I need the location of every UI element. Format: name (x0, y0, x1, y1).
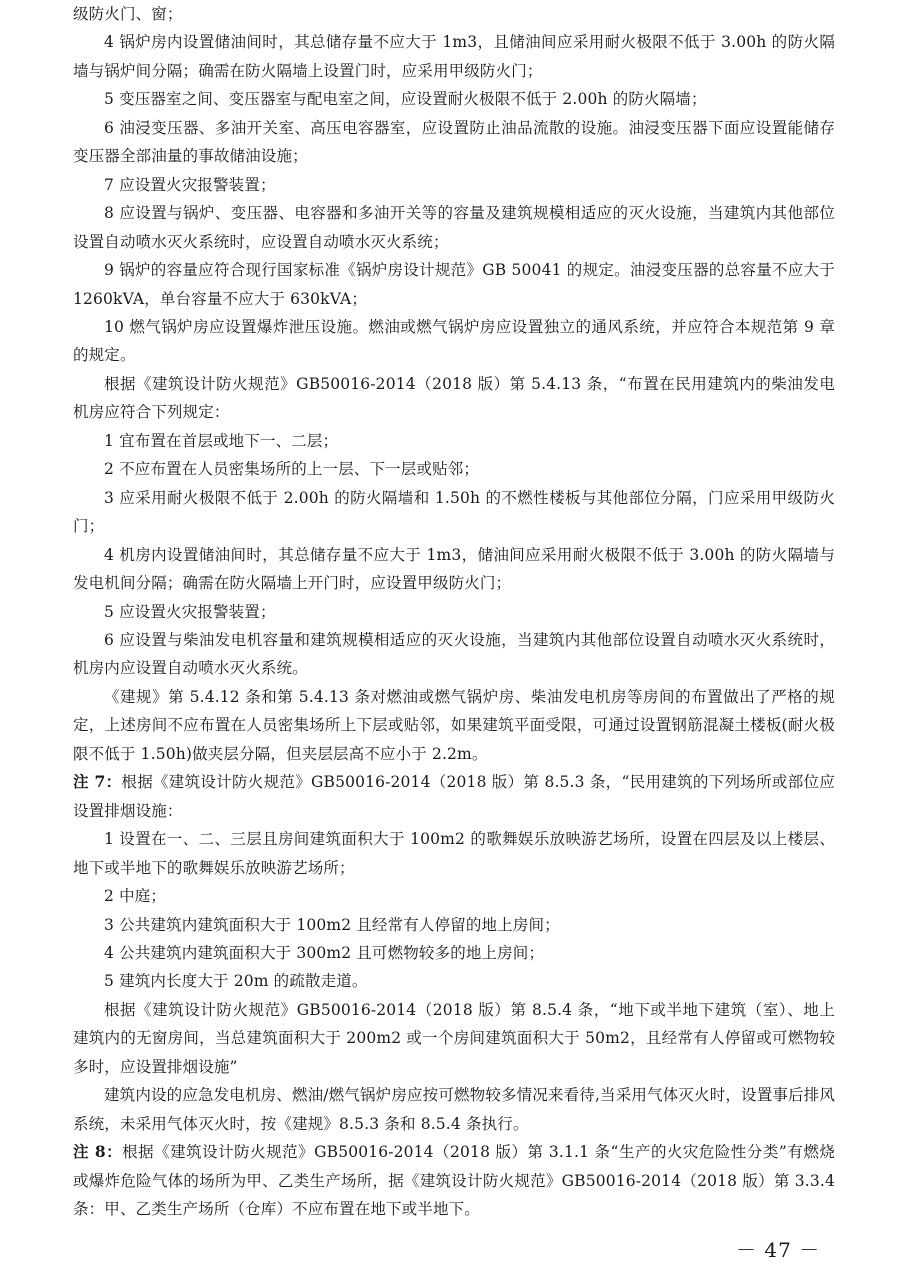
paragraph-text: 1 宜布置在首层或地下一、二层； (104, 431, 339, 450)
note-paragraph (73, 768, 835, 825)
body-paragraph (73, 683, 835, 768)
body-paragraph (73, 171, 835, 199)
body-paragraph (73, 598, 835, 626)
paragraph-text: 5 应设置火灾报警装置； (104, 602, 276, 621)
paragraph-text: 9 锅炉的容量应符合现行国家标准《锅炉房设计规范》GB 50041 的规定。油浸变压器的总容量不应大于 1260kVA，单台容量不应大于 630kVA； (73, 261, 835, 308)
paragraph-text: 级防火门、窗； (73, 5, 183, 23)
paragraph-text: 3 应采用耐火极限不低于 2.00h 的防火隔墙和 1.50h 的不燃性楼板与其他部位分隔，门应采用甲级防火门； (73, 488, 835, 536)
body-paragraph (73, 0, 835, 28)
paragraph-text: 4 锅炉房内设置储油间时，其总储存量不应大于 1m3，且储油间应采用耐火极限不低于 3.00h 的防火隔墙与锅炉间分隔；确需在防火隔墙上设置门时，应采用甲级防火门； (73, 33, 835, 80)
paragraph-text: 7 应设置火灾报警装置； (104, 175, 276, 194)
note-label: 注 7： (73, 772, 122, 792)
body-paragraph (73, 427, 835, 455)
body-paragraph (73, 199, 835, 256)
body-paragraph (73, 996, 835, 1081)
paragraph-text: 根据《建筑设计防火规范》GB50016-2014（2018 版）第 8.5.3 条，“民用建筑的下列场所或部位应设置排烟设施： (73, 773, 835, 820)
paragraph-text: 根据《建筑设计防火规范》GB50016-2014（2018 版）第 3.1.1 条“生产的火灾危险性分类”有燃烧或爆炸危险气体的场所为甲、乙类生产场所，据《建筑设计防火规范》GB50016-2014（2018 版）第 3.3.4 条：甲、乙类生产场所（仓库）不应布置在地下或半地下。 (73, 1143, 835, 1219)
paragraph-text: 4 机房内设置储油间时，其总储存量不应大于 1m3，储油间应采用耐火极限不低于 3.00h 的防火隔墙与发电机间分隔；确需在防火隔墙上开门时，应设置甲级防火门； (73, 545, 835, 593)
body-paragraph (73, 1081, 835, 1138)
body-paragraph (73, 967, 835, 995)
body-paragraph (73, 882, 835, 910)
paragraph-text: 1 设置在一、二、三层且房间建筑面积大于 100m2 的歌舞娱乐放映游艺场所，设置在四层及以上楼层、地下或半地下的歌舞娱乐放映游艺场所； (73, 830, 835, 877)
paragraph-text: 3 公共建筑内建筑面积大于 100m2 且经常有人停留的地上房间； (104, 915, 560, 934)
note-label: 注 8： (73, 1142, 123, 1162)
paragraph-text: 6 应设置与柴油发电机容量和建筑规模相适应的灭火设施，当建筑内其他部位设置自动喷水灭火系统时，机房内应设置自动喷水灭火系统。 (73, 630, 835, 678)
paragraph-text: 5 建筑内长度大于 20m 的疏散走道。 (104, 972, 368, 991)
paragraph-text: 2 不应布置在人员密集场所的上一层、下一层或贴邻； (104, 460, 480, 479)
page-number: － 47 － (736, 1238, 821, 1262)
body-paragraph (73, 455, 835, 483)
paragraph-text: 4 公共建筑内建筑面积大于 300m2 且可燃物较多的地上房间； (104, 943, 545, 962)
body-paragraph (73, 114, 835, 171)
note-paragraph (73, 1138, 835, 1223)
body-paragraph (73, 825, 835, 882)
body-paragraph (73, 370, 835, 427)
body-paragraph (73, 484, 835, 541)
body-paragraph (73, 541, 835, 598)
body-paragraph (73, 911, 835, 939)
paragraph-text: 5 变压器室之间、变压器室与配电室之间，应设置耐火极限不低于 2.00h 的防火隔墙； (104, 90, 707, 109)
body-paragraph (73, 85, 835, 113)
paragraph-text: 6 油浸变压器、多油开关室、高压电容器室，应设置防止油品流散的设施。油浸变压器下面应设置能储存变压器全部油量的事故储油设施； (73, 118, 835, 166)
body-paragraph (73, 313, 835, 370)
paragraph-text: 根据《建筑设计防火规范》GB50016-2014（2018 版）第 5.4.13 条，“布置在民用建筑内的柴油发电机房应符合下列规定： (73, 374, 835, 422)
paragraph-text: 《建规》第 5.4.12 条和第 5.4.13 条对燃油或燃气锅炉房、柴油发电机房等房间的布置做出了严格的规定，上述房间不应布置在人员密集场所上下层或贴邻，如果建筑平面受限，可通过设置钢筋混凝土楼板(耐火极限不低于 1.50h)做夹层分隔，但夹层层高不应小于 2.2m。 (73, 687, 835, 763)
body-paragraph (73, 256, 835, 313)
paragraph-text: 建筑内设的应急发电机房、燃油/燃气锅炉房应按可燃物较多情况来看待,当采用气体灭火时，设置事后排风系统，未采用气体灭火时，按《建规》8.5.3 条和 8.5.4 条执行。 (73, 1086, 835, 1133)
body-paragraph (73, 28, 835, 85)
body-paragraph (73, 626, 835, 683)
body-paragraph (73, 939, 835, 967)
paragraph-text: 根据《建筑设计防火规范》GB50016-2014（2018 版）第 8.5.4 条，“地下或半地下建筑（室）、地上建筑内的无窗房间，当总建筑面积大于 200m2 或一个房间建筑面积大于 50m2，且经常有人停留或可燃物较多时，应设置排烟设施” (73, 1000, 835, 1076)
paragraph-text: 2 中庭； (104, 887, 167, 906)
paragraph-text: 10 燃气锅炉房应设置爆炸泄压设施。燃油或燃气锅炉房应设置独立的通风系统，并应符合本规范第 9 章的规定。 (73, 317, 835, 365)
document-body (73, 0, 835, 1223)
paragraph-text: 8 应设置与锅炉、变压器、电容器和多油开关等的容量及建筑规模相适应的灭火设施，当建筑内其他部位设置自动喷水灭火系统时，应设置自动喷水灭火系统； (73, 204, 835, 251)
